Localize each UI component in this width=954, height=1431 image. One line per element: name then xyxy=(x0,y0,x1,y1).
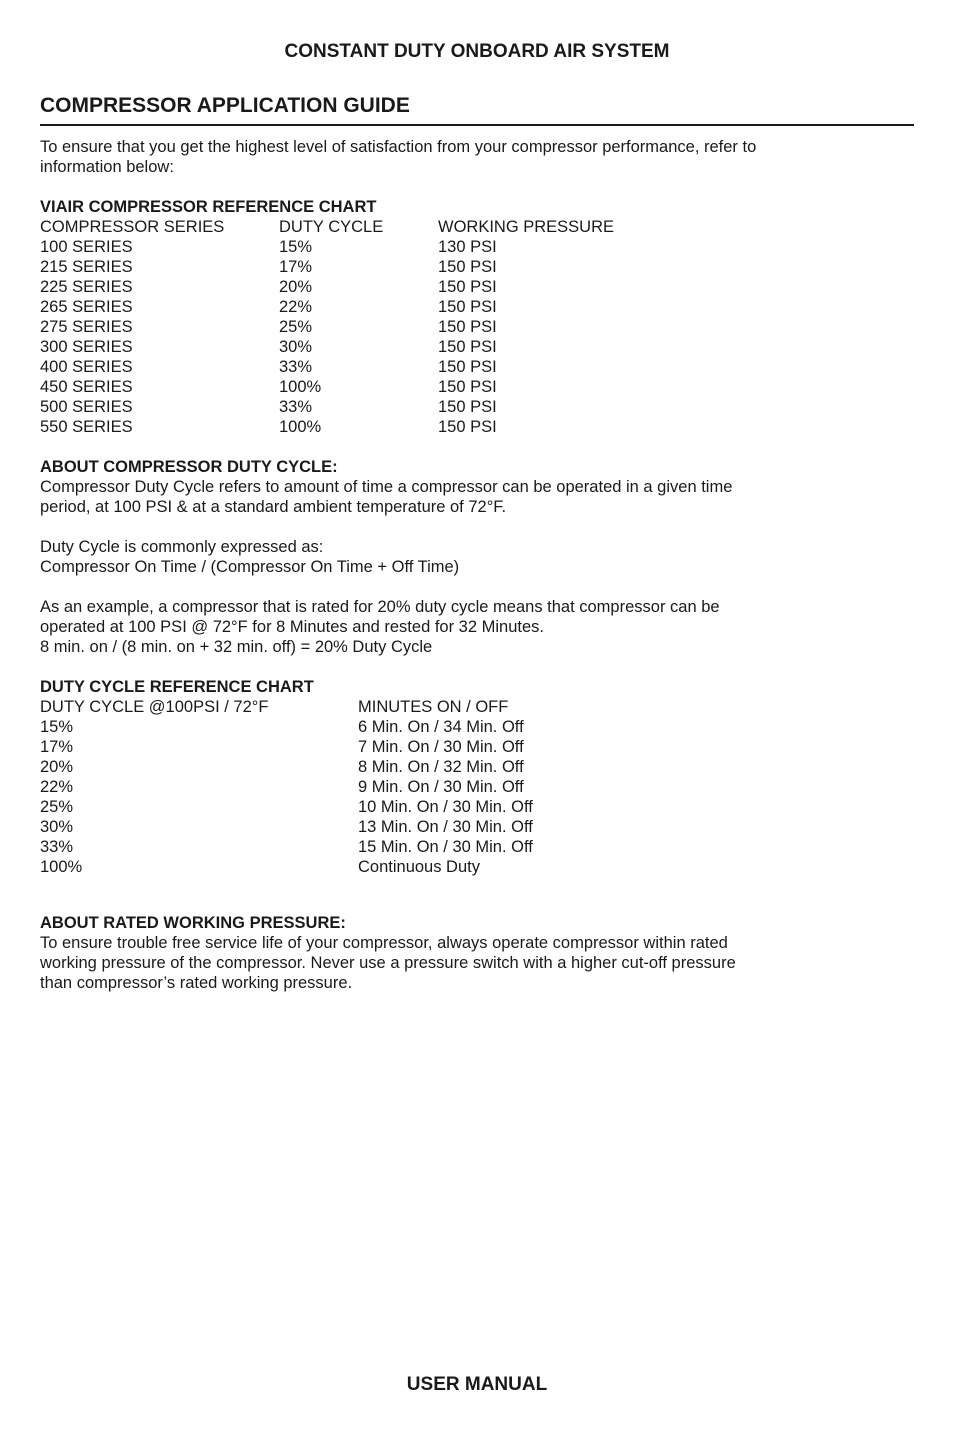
minutes-cell: 10 Min. On / 30 Min. Off xyxy=(358,798,533,816)
pressure-cell: 150 PSI xyxy=(438,358,497,376)
minutes-cell: 8 Min. On / 32 Min. Off xyxy=(358,758,524,776)
table-row xyxy=(40,377,860,397)
series-cell: 215 SERIES xyxy=(40,258,133,276)
series-cell: 265 SERIES xyxy=(40,298,133,316)
body-line: Duty Cycle is commonly expressed as: xyxy=(40,538,324,556)
pressure-cell: 150 PSI xyxy=(438,258,497,276)
column-header-series: COMPRESSOR SERIES xyxy=(40,218,225,236)
duty-cycle-cell: 15% xyxy=(279,238,313,256)
series-cell: 300 SERIES xyxy=(40,338,133,356)
minutes-cell: Continuous Duty xyxy=(358,858,480,876)
intro-paragraph xyxy=(40,137,860,177)
table-row xyxy=(40,757,860,777)
column-header-working-pressure: WORKING PRESSURE xyxy=(438,218,615,236)
footer-title: USER MANUAL xyxy=(406,1374,548,1395)
duty-cycle-cell: 33% xyxy=(40,838,74,856)
table-row xyxy=(40,357,860,377)
duty-cycle-cell: 15% xyxy=(40,718,74,736)
page-title: COMPRESSOR APPLICATION GUIDE xyxy=(40,94,410,117)
intro-line: information below: xyxy=(40,158,174,176)
duty-cycle-cell: 33% xyxy=(279,358,313,376)
body-line: Compressor Duty Cycle refers to amount of time a compressor can be operated in a given time xyxy=(40,478,733,496)
table-row xyxy=(40,717,860,737)
table-row xyxy=(40,317,860,337)
pressure-cell: 150 PSI xyxy=(438,298,497,316)
table-row xyxy=(40,797,860,817)
column-header-minutes: MINUTES ON / OFF xyxy=(358,698,509,716)
table-row xyxy=(40,257,860,277)
pressure-cell: 130 PSI xyxy=(438,238,497,256)
duty-cycle-cell: 25% xyxy=(40,798,74,816)
table-row xyxy=(40,837,860,857)
series-cell: 225 SERIES xyxy=(40,278,133,296)
formula-line: Compressor On Time / (Compressor On Time + Off Time) xyxy=(40,558,460,576)
table-row xyxy=(40,337,860,357)
minutes-cell: 6 Min. On / 34 Min. Off xyxy=(358,718,524,736)
table-row xyxy=(40,777,860,797)
column-header-duty-cycle: DUTY CYCLE @100PSI / 72°F xyxy=(40,698,269,716)
title-divider xyxy=(40,124,914,126)
duty-cycle-cell: 100% xyxy=(279,378,322,396)
page-body xyxy=(40,137,860,993)
minutes-cell: 15 Min. On / 30 Min. Off xyxy=(358,838,533,856)
body-line: than compressor’s rated working pressure. xyxy=(40,974,353,992)
series-cell: 275 SERIES xyxy=(40,318,133,336)
series-cell: 550 SERIES xyxy=(40,418,133,436)
duty-cycle-section xyxy=(40,457,860,657)
table-row xyxy=(40,277,860,297)
body-line: To ensure trouble free service life of your compressor, always operate compressor within rated xyxy=(40,934,728,952)
duty-chart-title: DUTY CYCLE REFERENCE CHART xyxy=(40,678,314,696)
table-row xyxy=(40,737,860,757)
minutes-cell: 13 Min. On / 30 Min. Off xyxy=(358,818,533,836)
body-line: As an example, a compressor that is rated for 20% duty cycle means that compressor can be xyxy=(40,598,720,616)
table-row xyxy=(40,237,860,257)
duty-cycle-reference-chart xyxy=(40,677,860,877)
duty-cycle-cell: 22% xyxy=(40,778,74,796)
header-title: CONSTANT DUTY ONBOARD AIR SYSTEM xyxy=(284,41,670,62)
pressure-cell: 150 PSI xyxy=(438,418,497,436)
duty-cycle-cell: 30% xyxy=(40,818,74,836)
table-row xyxy=(40,297,860,317)
table-row xyxy=(40,857,860,877)
duty-cycle-cell: 17% xyxy=(279,258,313,276)
duty-cycle-cell: 17% xyxy=(40,738,74,756)
duty-chart-header-row xyxy=(40,697,860,717)
duty-cycle-cell: 22% xyxy=(279,298,313,316)
duty-cycle-cell: 33% xyxy=(279,398,313,416)
series-cell: 400 SERIES xyxy=(40,358,133,376)
compressor-chart-title: VIAIR COMPRESSOR REFERENCE CHART xyxy=(40,198,377,216)
duty-cycle-cell: 25% xyxy=(279,318,313,336)
body-line: working pressure of the compressor. Never use a pressure switch with a higher cut-off pressure xyxy=(40,954,736,972)
column-header-duty-cycle: DUTY CYCLE xyxy=(279,218,384,236)
compressor-reference-chart xyxy=(40,197,860,437)
duty-cycle-cell: 30% xyxy=(279,338,313,356)
body-line: operated at 100 PSI @ 72°F for 8 Minutes and rested for 32 Minutes. xyxy=(40,618,544,636)
duty-cycle-cell: 20% xyxy=(279,278,313,296)
table-row xyxy=(40,417,860,437)
pressure-cell: 150 PSI xyxy=(438,318,497,336)
pressure-cell: 150 PSI xyxy=(438,278,497,296)
minutes-cell: 7 Min. On / 30 Min. Off xyxy=(358,738,524,756)
table-row xyxy=(40,397,860,417)
series-cell: 450 SERIES xyxy=(40,378,133,396)
table-row xyxy=(40,817,860,837)
pressure-cell: 150 PSI xyxy=(438,398,497,416)
working-pressure-section-title: ABOUT RATED WORKING PRESSURE: xyxy=(40,914,346,932)
minutes-cell: 9 Min. On / 30 Min. Off xyxy=(358,778,524,796)
series-cell: 500 SERIES xyxy=(40,398,133,416)
series-cell: 100 SERIES xyxy=(40,238,133,256)
compressor-chart-header-row xyxy=(40,217,860,237)
duty-cycle-cell: 20% xyxy=(40,758,74,776)
duty-cycle-cell: 100% xyxy=(279,418,322,436)
body-line: period, at 100 PSI & at a standard ambient temperature of 72°F. xyxy=(40,498,507,516)
intro-line: To ensure that you get the highest level of satisfaction from your compressor performance, refer to xyxy=(40,138,757,156)
duty-cycle-cell: 100% xyxy=(40,858,83,876)
working-pressure-section xyxy=(40,913,860,993)
duty-cycle-section-title: ABOUT COMPRESSOR DUTY CYCLE: xyxy=(40,458,338,476)
pressure-cell: 150 PSI xyxy=(438,378,497,396)
example-formula-line: 8 min. on / (8 min. on + 32 min. off) = 20% Duty Cycle xyxy=(40,638,433,656)
pressure-cell: 150 PSI xyxy=(438,338,497,356)
